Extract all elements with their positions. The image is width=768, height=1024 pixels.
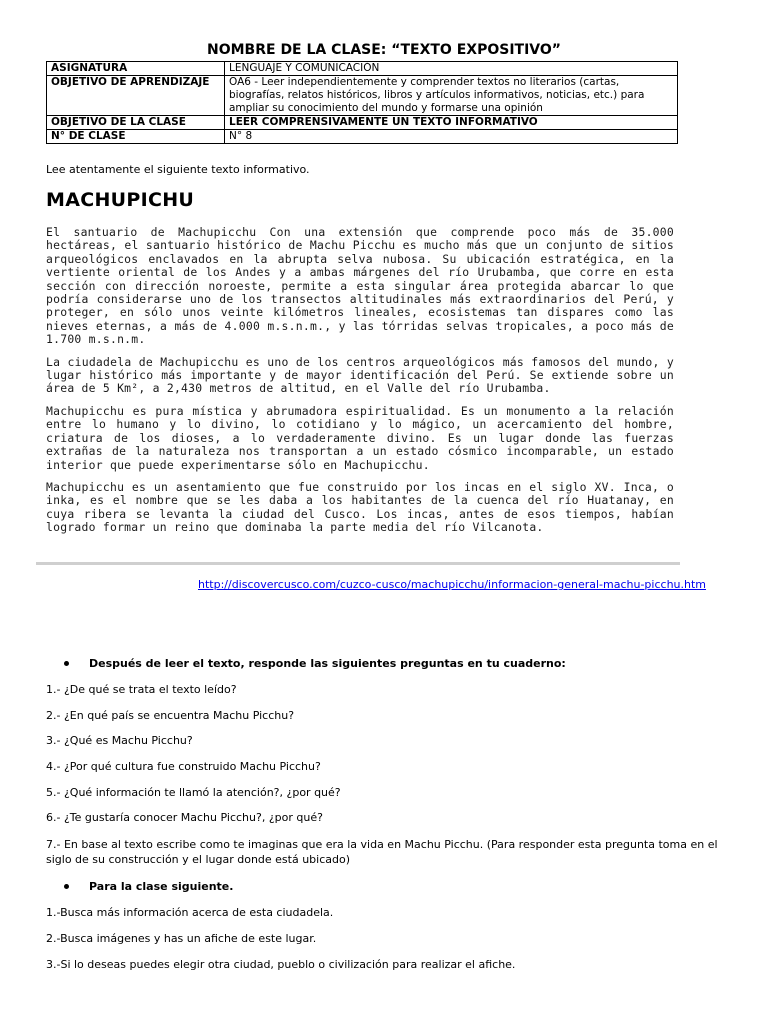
main-heading: MACHUPICHU: [46, 189, 195, 211]
table-row: [47, 130, 678, 144]
passage-paragraph: Machupicchu es un asentamiento que fue construido por los incas en el siglo XV. Inca, o inka, es el nombre que se les daba a los habitantes de la cuenca del río Huatanay, en cuya ribera se levanta la ciudad del Cusco. Los incas, antes de esos tiempos, habían logrado formar un reino que dominaba la parte media del río Vilcanota.: [46, 479, 674, 535]
task-item: 2.-Busca imágenes y has un afiche de este lugar.: [46, 932, 317, 945]
class-info-table: [46, 61, 678, 144]
question-item: 3.- ¿Qué es Machu Picchu?: [46, 734, 193, 747]
intro-text: Lee atentamente el siguiente texto informativo.: [46, 163, 310, 176]
table-key: OBJETIVO DE LA CLASE: [47, 116, 225, 130]
bullet-next-class: [64, 880, 233, 893]
question-item: 7.- En base al texto escribe como te imaginas que era la vida en Machu Picchu. (Para responder esta pregunta toma en el siglo de su construcción y el lugar donde está ubicado): [46, 838, 718, 866]
question-item: 5.- ¿Qué información te llamó la atención?, ¿por qué?: [46, 786, 341, 799]
passage-paragraph: El santuario de Machupicchu Con una extensión que comprende poco más de 35.000 hectáreas, el santuario histórico de Machu Picchu es mucho más que un conjunto de sitios arqueológicos enclavados en la abrupta selva nubosa. Su ubicación estratégica, en la vertiente oriental de los Andes y a ambas márgenes del río Urubamba, que corre en esta sección con dirección noroeste, permite a esta singular área protegida abarcar lo que podría considerarse uno de los transectos altitudinales más extraordinarios del Perú, y proteger, en sólo unos veinte kilómetros lineales, ecosistemas tan dispares como las nieves eternas, a más de 4.000 m.s.n.m., y las tórridas selvas tropicales, a poco más de 1.700 m.s.n.m.: [46, 226, 674, 347]
bullet-icon: [64, 661, 69, 666]
table-row: [47, 76, 678, 116]
source-link[interactable]: http://discovercusco.com/cuzco-cusco/machupicchu/informacion-general-machu-picchu.htm: [198, 578, 707, 591]
question-item: 6.- ¿Te gustaría conocer Machu Picchu?, ¿por qué?: [46, 811, 323, 824]
table-value: OA6 - Leer independientemente y comprender textos no literarios (cartas, biografías, relatos históricos, libros y artículos informativos, noticias, etc.) para ampliar su conocimiento del mundo y formarse una opinión: [225, 76, 678, 116]
table-row: [47, 62, 678, 76]
table-key: ASIGNATURA: [47, 62, 225, 76]
table-row: [47, 116, 678, 130]
task-item: 1.-Busca más información acerca de esta ciudadela.: [46, 906, 334, 919]
bullet-instructions: [64, 657, 566, 670]
page-title: NOMBRE DE LA CLASE: “TEXTO EXPOSITIVO”: [207, 42, 561, 58]
passage-paragraph: La ciudadela de Machupicchu es uno de los centros arqueológicos más famosos del mundo, y lugar histórico más importante y de mayor identificación del Perú. Se extiende sobre un área de 5 Km², a 2,430 metros de altitud, en el Valle del río Urubamba.: [46, 354, 674, 396]
question-item: 1.- ¿De qué se trata el texto leído?: [46, 683, 237, 696]
passage-paragraph: Machupicchu es pura mística y abrumadora espiritualidad. Es un monumento a la relación entre lo humano y lo divino, lo cotidiano y lo mágico, un acercamiento del hombre, criatura de los dioses, a lo verdaderamente divino. Es un lugar donde las fuerzas extrañas de la naturaleza nos transportan a un estado cósmico incomparable, un estado interior que puede experimentarse sólo en Machupicchu.: [46, 403, 674, 472]
table-key: N° DE CLASE: [47, 130, 225, 144]
bullet-text: Después de leer el texto, responde las siguientes preguntas en tu cuaderno:: [89, 657, 566, 670]
task-item: 3.-Si lo deseas puedes elegir otra ciudad, pueblo o civilización para realizar el afiche.: [46, 958, 516, 971]
scanned-passage: [40, 226, 680, 566]
table-value: LEER COMPRENSIVAMENTE UN TEXTO INFORMATIVO: [225, 116, 678, 130]
table-value: N° 8: [225, 130, 678, 144]
scan-edge-divider: [36, 562, 680, 565]
table-value: LENGUAJE Y COMUNICACIÓN: [225, 62, 678, 76]
table-key: OBJETIVO DE APRENDIZAJE: [47, 76, 225, 116]
bullet-text: Para la clase siguiente.: [89, 880, 234, 893]
question-item: 4.- ¿Por qué cultura fue construido Machu Picchu?: [46, 760, 321, 773]
bullet-icon: [64, 884, 69, 889]
question-item: 2.- ¿En qué país se encuentra Machu Picchu?: [46, 709, 295, 722]
